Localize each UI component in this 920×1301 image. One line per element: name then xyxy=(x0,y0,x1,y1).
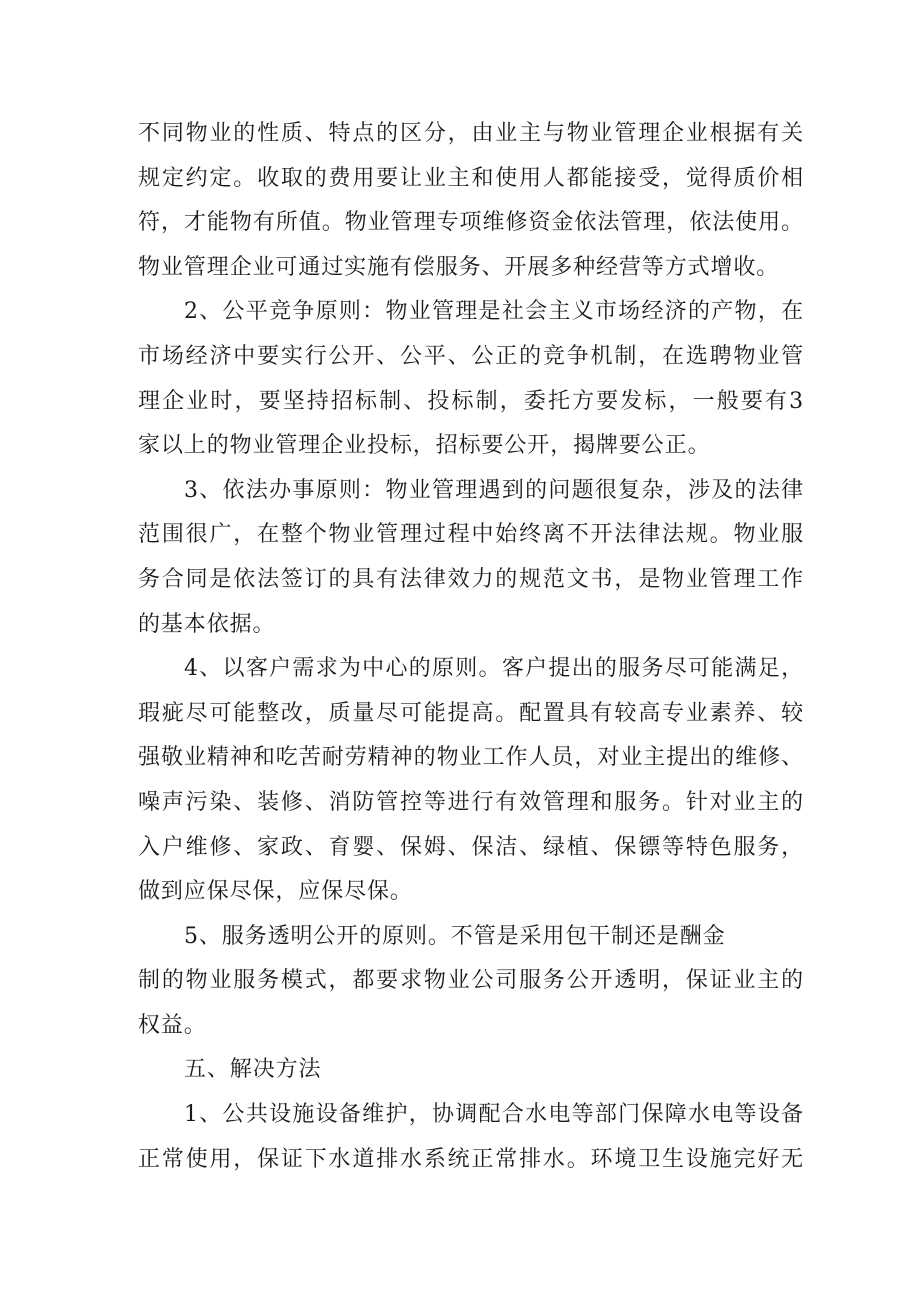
text-line: 符，才能物有所值。物业管理专项维修资金依法管理，依法使用。 xyxy=(138,210,804,236)
text-line: 做到应保尽保，应保尽保。 xyxy=(138,879,413,905)
text-line: 理企业时，要坚持招标制、投标制，委托方要发标，一般要有3 xyxy=(138,388,804,414)
text-line: 3、依法办事原则：物业管理遇到的问题很复杂，涉及的法律 xyxy=(184,477,804,503)
text-line: 正常使用，保证下水道排水系统正常排水。环境卫生设施完好无 xyxy=(138,1146,804,1172)
text-line: 不同物业的性质、特点的区分，由业主与物业管理企业根据有关 xyxy=(138,121,804,146)
text-line: 市场经济中要实行公开、公平、公正的竞争机制，在选聘物业管 xyxy=(138,343,804,369)
document-body xyxy=(138,112,804,1182)
text-line: 规定约定。收取的费用要让业主和使用人都能接受，觉得质价相 xyxy=(138,165,804,191)
text-line: 物业管理企业可通过实施有偿服务、开展多种经营等方式增收。 xyxy=(138,254,780,280)
text-line: 入户维修、家政、育婴、保姆、保洁、绿植、保镖等特色服务， xyxy=(138,834,804,860)
section-heading: 五、解决方法 xyxy=(184,1057,322,1083)
text-line: 噪声污染、装修、消防管控等进行有效管理和服务。针对业主的 xyxy=(138,789,804,815)
text-line: 瑕疵尽可能整改，质量尽可能提高。配置具有较高专业素养、较 xyxy=(138,700,804,726)
text-line: 的基本依据。 xyxy=(138,611,276,637)
text-line: 1、公共设施设备维护，协调配合水电等部门保障水电等设备 xyxy=(184,1102,804,1128)
text-line: 强敬业精神和吃苦耐劳精神的物业工作人员，对业主提出的维修、 xyxy=(138,745,804,771)
text-line: 4、以客户需求为中心的原则。客户提出的服务尽可能满足， xyxy=(184,656,804,682)
text-line: 权益。 xyxy=(138,1012,207,1038)
text-line: 5、服务透明公开的原则。不管是采用包干制还是酬金 xyxy=(184,923,726,949)
text-line: 范围很广，在整个物业管理过程中始终离不开法律法规。物业服 xyxy=(138,522,804,548)
text-line: 务合同是依法签订的具有法律效力的规范文书，是物业管理工作 xyxy=(138,566,804,592)
text-line: 制的物业服务模式，都要求物业公司服务公开透明，保证业主的 xyxy=(138,968,804,994)
text-line: 家以上的物业管理企业投标，招标要公开，揭牌要公正。 xyxy=(138,433,711,459)
text-line: 2、公平竞争原则：物业管理是社会主义市场经济的产物，在 xyxy=(184,299,804,325)
